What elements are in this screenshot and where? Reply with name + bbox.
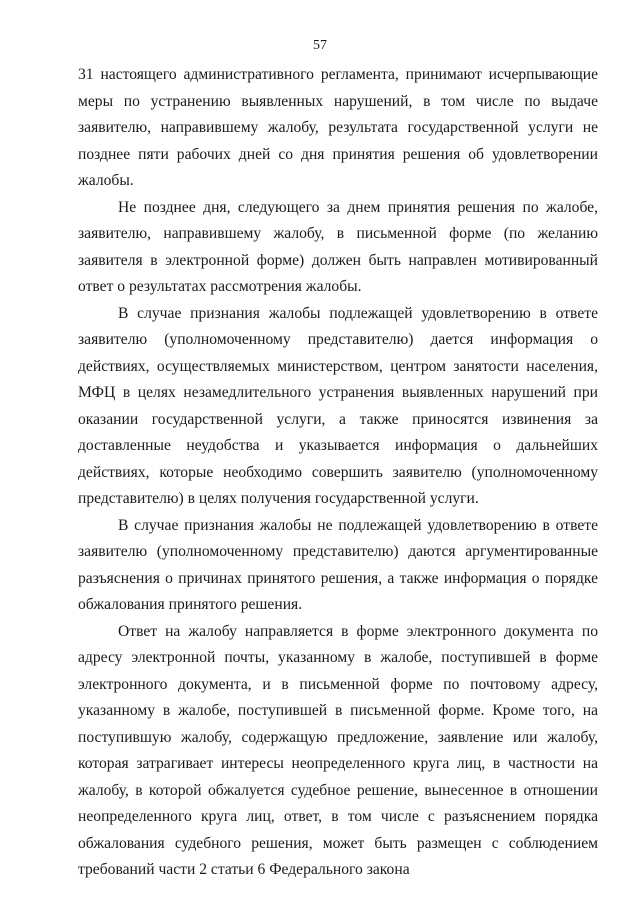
paragraph-1: 31 настоящего административного регламента, принимают исчерпывающие меры по устранению выявленных нарушений, в том числе по выдаче заявителю, направившему жалобу, результата государственной услуги не позднее пяти рабочих дней со дня принятия решения об удовлетворении жалобы. (78, 66, 598, 189)
paragraph-3: В случае признания жалобы подлежащей удовлетворению в ответе заявителю (уполномоченному представителю) дается информация о действиях, осуществляемых министерством, центром занятости населения, МФЦ в целях незамедлительного устранения выявленных нарушений при оказании государственной услуги, а также приносятся извинения за доставленные неудобства и указывается информация о дальнейших действиях, которые необходимо совершить заявителю (уполномоченному представителю) в целях получения государственной услуги. (78, 304, 598, 507)
paragraph-2: Не позднее дня, следующего за днем принятия решения по жалобе, заявителю, направившему жалобу, в письменной форме (по желанию заявителя в электронной форме) должен быть направлен мотивированный ответ о результатах рассмотрения жалобы. (78, 198, 598, 295)
page-number: 57 (313, 38, 327, 53)
paragraph-4: В случае признания жалобы не подлежащей удовлетворению в ответе заявителю (уполномоченному представителю) даются аргументированные разъяснения о причинах принятого решения, а также информация о порядке обжалования принятого решения. (78, 516, 598, 613)
document-body (78, 62, 598, 884)
paragraph-5: Ответ на жалобу направляется в форме электронного документа по адресу электронной почты, указанному в жалобе, поступившей в форме электронного документа, и в письменной форме по почтовому адресу, указанному в жалобе, поступившей в письменной форме. Кроме того, на поступившую жалобу, содержащую предложение, заявление или жалобу, которая затрагивает интересы неопределенного круга лиц, в частности на жалобу, в которой обжалуется судебное решение, вынесенное в отношении неопределенного круга лиц, ответ, в том числе с разъяснением порядка обжалования судебного решения, может быть размещен с соблюдением требований части 2 статьи 6 Федерального закона (78, 622, 598, 878)
